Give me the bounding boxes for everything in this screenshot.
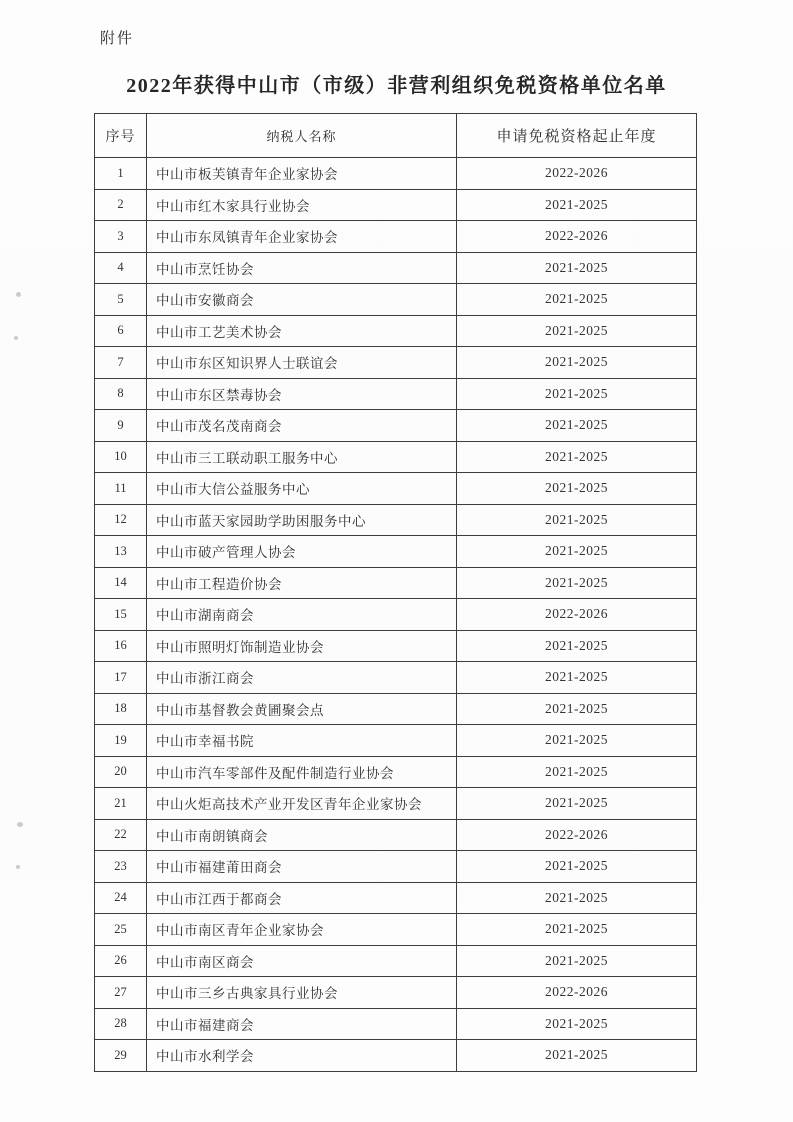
row-exemption-period: 2021-2025: [457, 441, 697, 473]
row-exemption-period: 2021-2025: [457, 410, 697, 442]
row-taxpayer-name: 中山市福建莆田商会: [147, 851, 457, 883]
row-exemption-period: 2021-2025: [457, 914, 697, 946]
row-taxpayer-name: 中山市南区商会: [147, 945, 457, 977]
table-row: [95, 567, 697, 599]
row-exemption-period: 2021-2025: [457, 662, 697, 694]
table-row: [95, 945, 697, 977]
row-exemption-period: 2021-2025: [457, 693, 697, 725]
row-exemption-period: 2021-2025: [457, 567, 697, 599]
table-row: [95, 693, 697, 725]
row-exemption-period: 2022-2026: [457, 158, 697, 190]
row-serial-number: 11: [95, 473, 147, 505]
row-taxpayer-name: 中山市福建商会: [147, 1008, 457, 1040]
row-taxpayer-name: 中山市烹饪协会: [147, 252, 457, 284]
row-taxpayer-name: 中山市红木家具行业协会: [147, 189, 457, 221]
table-row: [95, 347, 697, 379]
exemption-table: [94, 113, 697, 1072]
row-serial-number: 22: [95, 819, 147, 851]
row-serial-number: 20: [95, 756, 147, 788]
scan-speck: [17, 822, 23, 827]
table-row: [95, 977, 697, 1009]
row-taxpayer-name: 中山市汽车零部件及配件制造行业协会: [147, 756, 457, 788]
table-row: [95, 914, 697, 946]
row-serial-number: 29: [95, 1040, 147, 1072]
row-exemption-period: 2021-2025: [457, 882, 697, 914]
table-row: [95, 725, 697, 757]
row-taxpayer-name: 中山市三乡古典家具行业协会: [147, 977, 457, 1009]
table-body: [95, 158, 697, 1072]
row-taxpayer-name: 中山市湖南商会: [147, 599, 457, 631]
scan-speck: [14, 336, 18, 340]
row-taxpayer-name: 中山火炬高技术产业开发区青年企业家协会: [147, 788, 457, 820]
table-row: [95, 473, 697, 505]
row-exemption-period: 2022-2026: [457, 977, 697, 1009]
row-exemption-period: 2021-2025: [457, 473, 697, 505]
row-exemption-period: 2022-2026: [457, 221, 697, 253]
attachment-label: 附件: [100, 31, 135, 47]
table-row: [95, 599, 697, 631]
row-exemption-period: 2021-2025: [457, 1008, 697, 1040]
row-taxpayer-name: 中山市东区禁毒协会: [147, 378, 457, 410]
row-exemption-period: 2022-2026: [457, 599, 697, 631]
row-serial-number: 23: [95, 851, 147, 883]
row-exemption-period: 2021-2025: [457, 315, 697, 347]
scan-speck: [16, 292, 21, 297]
row-serial-number: 21: [95, 788, 147, 820]
row-serial-number: 9: [95, 410, 147, 442]
row-serial-number: 26: [95, 945, 147, 977]
table-row: [95, 788, 697, 820]
row-serial-number: 18: [95, 693, 147, 725]
row-taxpayer-name: 中山市破产管理人协会: [147, 536, 457, 568]
row-serial-number: 1: [95, 158, 147, 190]
row-serial-number: 5: [95, 284, 147, 316]
row-exemption-period: 2021-2025: [457, 378, 697, 410]
table-row: [95, 158, 697, 190]
scan-speck: [16, 865, 20, 869]
row-exemption-period: 2022-2026: [457, 819, 697, 851]
table-row: [95, 284, 697, 316]
row-taxpayer-name: 中山市三工联动职工服务中心: [147, 441, 457, 473]
row-exemption-period: 2021-2025: [457, 851, 697, 883]
row-taxpayer-name: 中山市工艺美术协会: [147, 315, 457, 347]
table-row: [95, 1040, 697, 1072]
row-exemption-period: 2021-2025: [457, 189, 697, 221]
row-taxpayer-name: 中山市水利学会: [147, 1040, 457, 1072]
table-row: [95, 536, 697, 568]
row-exemption-period: 2021-2025: [457, 630, 697, 662]
row-serial-number: 14: [95, 567, 147, 599]
table-row: [95, 252, 697, 284]
row-serial-number: 6: [95, 315, 147, 347]
row-taxpayer-name: 中山市江西于都商会: [147, 882, 457, 914]
row-serial-number: 19: [95, 725, 147, 757]
table-row: [95, 221, 697, 253]
row-exemption-period: 2021-2025: [457, 284, 697, 316]
row-taxpayer-name: 中山市幸福书院: [147, 725, 457, 757]
row-taxpayer-name: 中山市南区青年企业家协会: [147, 914, 457, 946]
table-row: [95, 662, 697, 694]
row-serial-number: 24: [95, 882, 147, 914]
row-serial-number: 10: [95, 441, 147, 473]
column-header-serial-number: 序号: [95, 114, 147, 158]
page-title: 2022年获得中山市（市级）非营利组织免税资格单位名单: [126, 75, 667, 97]
row-serial-number: 16: [95, 630, 147, 662]
row-taxpayer-name: 中山市照明灯饰制造业协会: [147, 630, 457, 662]
table-row: [95, 189, 697, 221]
row-taxpayer-name: 中山市板芙镇青年企业家协会: [147, 158, 457, 190]
table-header-row: [95, 114, 697, 158]
table-row: [95, 882, 697, 914]
row-serial-number: 15: [95, 599, 147, 631]
table-row: [95, 378, 697, 410]
table-row: [95, 315, 697, 347]
row-taxpayer-name: 中山市基督教会黄圃聚会点: [147, 693, 457, 725]
row-serial-number: 17: [95, 662, 147, 694]
row-serial-number: 12: [95, 504, 147, 536]
row-serial-number: 13: [95, 536, 147, 568]
row-serial-number: 3: [95, 221, 147, 253]
row-exemption-period: 2021-2025: [457, 725, 697, 757]
row-exemption-period: 2021-2025: [457, 1040, 697, 1072]
row-taxpayer-name: 中山市工程造价协会: [147, 567, 457, 599]
row-taxpayer-name: 中山市东凤镇青年企业家协会: [147, 221, 457, 253]
row-exemption-period: 2021-2025: [457, 504, 697, 536]
row-exemption-period: 2021-2025: [457, 252, 697, 284]
row-taxpayer-name: 中山市大信公益服务中心: [147, 473, 457, 505]
table-row: [95, 630, 697, 662]
row-serial-number: 28: [95, 1008, 147, 1040]
row-serial-number: 25: [95, 914, 147, 946]
table-row: [95, 441, 697, 473]
row-exemption-period: 2021-2025: [457, 788, 697, 820]
table-row: [95, 1008, 697, 1040]
row-exemption-period: 2021-2025: [457, 756, 697, 788]
table-row: [95, 819, 697, 851]
row-exemption-period: 2021-2025: [457, 536, 697, 568]
column-header-exemption-period: 申请免税资格起止年度: [457, 114, 697, 158]
row-serial-number: 27: [95, 977, 147, 1009]
row-taxpayer-name: 中山市蓝天家园助学助困服务中心: [147, 504, 457, 536]
row-taxpayer-name: 中山市浙江商会: [147, 662, 457, 694]
row-taxpayer-name: 中山市东区知识界人士联谊会: [147, 347, 457, 379]
row-taxpayer-name: 中山市安徽商会: [147, 284, 457, 316]
row-taxpayer-name: 中山市南朗镇商会: [147, 819, 457, 851]
row-serial-number: 4: [95, 252, 147, 284]
column-header-taxpayer-name: 纳税人名称: [147, 114, 457, 158]
table-row: [95, 851, 697, 883]
row-serial-number: 7: [95, 347, 147, 379]
table-row: [95, 756, 697, 788]
row-exemption-period: 2021-2025: [457, 945, 697, 977]
row-serial-number: 2: [95, 189, 147, 221]
table-row: [95, 410, 697, 442]
row-taxpayer-name: 中山市茂名茂南商会: [147, 410, 457, 442]
table-row: [95, 504, 697, 536]
row-exemption-period: 2021-2025: [457, 347, 697, 379]
row-serial-number: 8: [95, 378, 147, 410]
